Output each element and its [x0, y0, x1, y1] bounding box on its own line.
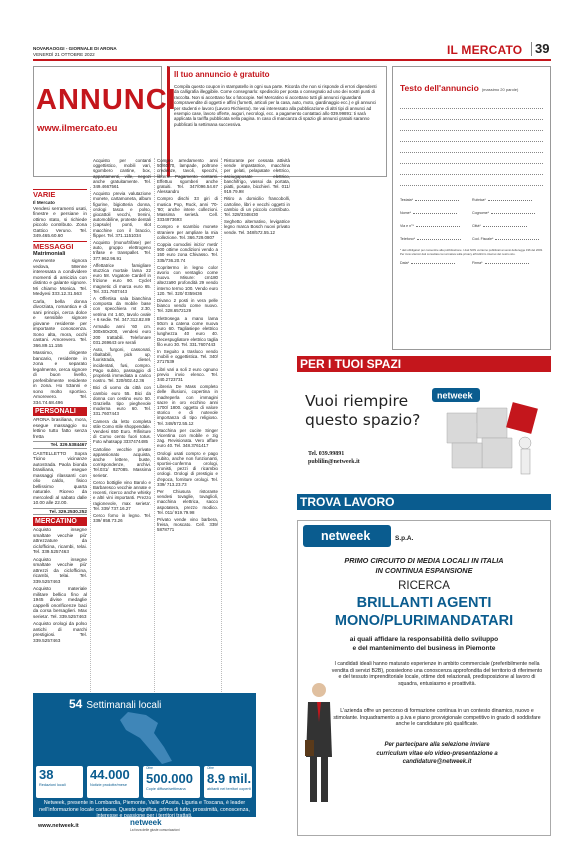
- tuoi-spazi-header: PER I TUOI SPAZI: [297, 356, 551, 372]
- subcategory-matrimoniali: Matrimoniali: [33, 250, 66, 257]
- listing: Privato vende vino barbera, freisa, moscato. Cell. 339/ 5878771: [157, 517, 218, 533]
- tuoi-spazi-headline: [305, 392, 420, 430]
- company-suffix: S.p.A.: [395, 535, 414, 542]
- listing: Coppia comodini inizio' metà' 900 ottime condizioni vendo a 150 euro zona Chivasso. Tel. 335/736.20.74: [157, 242, 218, 263]
- listing: Cartoline vecchie private appassionato acquista, anche lettere, buste, corrispondenze, archivi. Tel.031/ 927085. Massima serieta'.: [93, 446, 151, 478]
- field-data[interactable]: [400, 261, 455, 265]
- listing: Bici di uomo da città con cambio euro 55. Bici da donna con cestino euro 50. Graziella tipo pieghevole moderna euro 60. Tel. 331.7607443: [93, 385, 151, 417]
- coupon-title: [400, 83, 518, 93]
- field-label: Nome*: [400, 211, 411, 215]
- listing: Ritiro a domicilio francobolli, cartoline, libri e vecchi oggetti in cambio di un piccolo contributo. Tel. 328/3348430: [224, 196, 290, 218]
- stat-redazioni: [36, 766, 83, 798]
- listing: CASTELLETTO Sopra Ticino vicinanze autostrada. Paola bionda brasiliana, esegue massaggi rilassanti con olio caldo, fisico bellissimo quarta naturale. Ricevo da mercoledì al sabato dalle 10.00 alle 22.00.: [33, 450, 87, 505]
- coupon-line[interactable]: [400, 98, 543, 109]
- italy-map-icon: [33, 708, 256, 768]
- ad-ricerca: RICERCA: [398, 580, 450, 592]
- ad-headline-2: IN CONTINUA ESPANSIONE: [375, 566, 473, 575]
- field-telefono[interactable]: [400, 237, 461, 241]
- listing: Cerco bottiglie vino Barolo e Barbaresco vecchie annate e recenti, ricerco anche whisky e altri vini importanti. Prezzo ragionevole, max serieta'. Tel. 339/ 737.16.27: [93, 479, 151, 511]
- column-3: [157, 158, 218, 535]
- listing: Acquisto per contanti oggettistico, mobili vari, sgombero cantine, box, appartamenti, ville, negozi anche gratuitamente. Tel. 349.4667561: [93, 158, 151, 190]
- listing: Libri vari a soli 2 euro ognuno previo invio elenco. Tel. 340.2723731: [157, 366, 218, 382]
- listing: Avvenente signora vedova, 58enne interessata a condividere momenti di amicizia con distinto e galante signore. Mi chiamo Monica. Tel. Medyesi 333.12.31.563: [33, 258, 87, 296]
- listing-text: Vendesi serramenti usati, finestre e persiane in ottimo stato, si richiede piccolo contributo. Zona Gattico Veruno. Tel. 349.465.60.60: [33, 205, 87, 238]
- tuoi-spazi-contacts: [308, 451, 360, 466]
- issue-date: VENERDÌ 21 OTTOBRE 2022: [33, 51, 95, 57]
- listing-phone: Tel. 329.2530.252: [33, 508, 87, 516]
- listing: Camera da letto completa stile Como stile shoppendale. Vendesi 650 Euro. Rifiniture di Como cento fuori totus. Foto whatsapp 3337474485: [93, 418, 151, 445]
- field-label: Cod. Fiscale*: [472, 237, 494, 241]
- stat-copie: [143, 766, 200, 798]
- column-divider: [90, 187, 91, 692]
- trova-lavoro-header: TROVA LAVORO: [297, 494, 551, 510]
- newspaper-name: NOVARAOGGI - GIORNALE DI ARONA: [33, 46, 117, 51]
- field-rubrica[interactable]: [472, 198, 532, 202]
- listing: Acquisto insegne smaltate vecchie più' attrezzature da ciclofficina, ricambi, telai. Tel. 339.5257463: [33, 527, 87, 554]
- coupon-note: * dati obbligatori per consentire alla pubblicazione. I dati NON verranno pubblicati ai sensi della legge 196 del 2003. Per invio ulteriori dati consultare la normativa sulla privacy all'indirizzo internet del nostro sito.: [400, 248, 543, 256]
- coupon-line[interactable]: [400, 131, 543, 142]
- field-label: Cognome*: [472, 211, 489, 215]
- column-1: [33, 187, 87, 645]
- svg-text:netweek: netweek: [437, 390, 473, 401]
- coupon-hint: (massimo 20 parole): [481, 87, 519, 92]
- listing: Divano 2 posti in vera pelle bianco vendo come nuovo. Tel. 328.6572129: [157, 298, 218, 314]
- field-label: Testata*: [400, 198, 413, 202]
- listing: Auto, furgoni, cassonati, ribaltabili, pick up, fuoristrada, diesel, incidentati, fusi, compro. Pago subito, passaggio di proprietà immediata a carico nostro. Tel. 320/602.42.36: [93, 346, 151, 384]
- stat-notizie: [87, 766, 139, 798]
- listing: Acquisto orologi da polso antichi di marchi prestigiosi. Tel. 339.5257463: [33, 621, 87, 643]
- ad-paragraph-1: I candidati ideali hanno maturato esperienze in ambito commerciale (preferibilmente nella vendita di servizi B2B), possiedono una conoscenza approfondita del territorio di riferimento e del tessuto imprenditoriale locale, ottime doti relazionali, predisposizione al lavoro di squadra, entusiasmo e proattività.: [331, 661, 543, 687]
- stat-value: 44.000: [90, 767, 130, 782]
- section-title: IL MERCATO: [447, 43, 523, 57]
- field-label: Città*: [472, 224, 481, 228]
- listing: Armadio anni '60 cm. 300x60x200, vendesi euro 200 trattabili. Telefonare 031.269643 ore serali: [93, 324, 151, 345]
- field-label: Data*: [400, 261, 409, 265]
- listing: Compro arredamento anni 50/60/70, lampade, poltrone credenze, tavoli, specchi, librerie. Pagamento contanti. Effettuo sgomberi anche gratuiti. Tel. 347/096.54.67 Alessandro: [157, 158, 218, 195]
- column-divider: [221, 158, 222, 692]
- listing: Acquisto previa valutazione monete, cartamoneta, album figurine, bigiotteria donna, orologi tasca e polso, giocattoli vecchi, trenini, automobiline, proteste dentali (capsule) ponti, slot macchine con il braccio, flipper. Tel. 371.1151034: [93, 191, 151, 238]
- listing: Massimo, dirigente bancario, residente in zona e separato legalmente, cerca signore di buon livello, preferibilmente residente in zona. Ho 53anni e sono molto sportivo. Amorevero. Tel. 334.74.68.496: [33, 350, 87, 405]
- listing: Seghetto alternativo, levigatrice legno marca Bosch nuovi privato vende. Tel. 348/572.55.12: [224, 219, 290, 235]
- field-via[interactable]: [400, 224, 460, 228]
- listing: Compro dischi 33 giri di musica Pop, Rock, anni '70-'80; anche intere collezioni. Massima serietà. Cell. 3334973693: [157, 196, 218, 223]
- coupon-line[interactable]: [400, 142, 543, 153]
- header-rule: [33, 59, 551, 61]
- column-4: [224, 158, 290, 237]
- settimanali-body: Netweek, presente in Lombardia, Piemonte, Valle d'Aosta, Liguria e Toscana, è leader nell'informazione locale cartacea. Questo significa, prima di tutto, prossimità, conoscenza,: [39, 800, 250, 813]
- listing: Macchina per cucire Singer Vicentina con mobile e zig zag. Revisionata. Vero affare euro 40. Tel. 348.3761417: [157, 427, 218, 449]
- field-label: Rubrica*: [472, 198, 486, 202]
- page-header: [33, 46, 117, 57]
- stat-label: Copie diffuse/settimana: [146, 787, 186, 791]
- ad-paragraph-2: L'azienda offre un percorso di formazione continua in un contesto dinamico, nuovo e stimolante. Inquadramento a p.iva e piano provvigionale competitivo in grado di soddisfare anche le candidature più qualificate.: [333, 708, 541, 728]
- settimanali-number: 54: [69, 697, 83, 711]
- netweek-site-link[interactable]: www.netweek.it: [38, 823, 79, 829]
- settimanali-label: Settimanali locali: [86, 700, 162, 711]
- gratuito-title: Il tuo annuncio è gratuito: [174, 70, 270, 79]
- listing-lead: Il Mercato: [33, 200, 55, 205]
- stat-abitanti: [204, 766, 252, 798]
- contact-email[interactable]: publilin@netweek.it: [308, 458, 360, 465]
- cta-line-2: curriculum vitae e/o video-presentazione a: [376, 750, 498, 757]
- category-mercatino: MERCATINO: [33, 517, 87, 526]
- coupon-line[interactable]: [400, 120, 543, 131]
- netweek-logo: netweek: [303, 525, 391, 547]
- cta-line-1: Per partecipare alla selezione inviare: [384, 742, 490, 748]
- ad-role-1: BRILLANTI AGENTI: [356, 595, 492, 611]
- listing: Acquisto materiale militare bellico fino al 1945 divise medaglie cappelli onorificenze baci da corsa bersaglieri. Max serieta'. Tel. 339.5257463: [33, 586, 87, 619]
- coupon-line[interactable]: [400, 175, 543, 186]
- field-label: Via e n°*: [400, 224, 414, 228]
- listing: ARONA brasiliana, mora, esegue massaggio su lettino tutto fatto senza fretta: [33, 417, 87, 439]
- businessman-icon: [304, 680, 334, 810]
- column-2: [93, 158, 151, 525]
- stat-label: Notizie prodotte/mese: [90, 783, 127, 787]
- ad-role-2: MONO/PLURIMANDATARI: [334, 613, 514, 629]
- listing: Libreria De Mass completo delle illusioni, copertina in madreperla con immagini sacre in oro ecchino anni 1700/ 1800. oggetto di valore storico e di notevole importanza di tipo religioso. Tel. 348/572.55.12: [157, 384, 218, 426]
- cta-email[interactable]: candidature@netweek.it: [402, 759, 472, 765]
- category-varie: VARIE: [33, 189, 87, 199]
- stat-label: Redazioni locali: [39, 783, 66, 787]
- listing: Acquisto insegne smaltate vecchie più' attrezzi da ciclofficina, ricambi, telai. Tel. 339.5257463: [33, 556, 87, 584]
- listing: Elettrosega a mano lama 50cm a catena come nuova euro 60. Tagliasiepe elettrico lunghezza 40 euro 40. Decespugliatore elettrico taglia filo euro 30. Tel. 331.7607443: [157, 315, 218, 347]
- stat-prefix: Oltre: [146, 766, 153, 770]
- field-label: Telefono*: [400, 237, 415, 241]
- listing: Per Chiusura ristorante vendesi tovaglie, tovaglioli, macchina elettrica, sacco aspotatera, prezzo modico. Tel. 011/ 919.79.98: [157, 488, 218, 515]
- annunci-site: www.ilmercato.eu: [37, 123, 118, 134]
- stat-value: 8.9 mil.: [207, 771, 252, 786]
- listing: [33, 200, 87, 239]
- listing: In Seguito a trasloco vendo mobili e oggettistica. Tel. 340/ 2717539: [157, 348, 218, 365]
- ad-aim-2: e del mantenimento del business in Piemonte: [352, 645, 496, 652]
- coupon-text-lines[interactable]: [400, 98, 543, 186]
- contact-phone: Tel. 039.99891: [308, 451, 345, 457]
- page-number: 39: [531, 42, 549, 56]
- ad-headline-1: PRIMO CIRCUITO DI MEDIA LOCALI IN ITALIA: [344, 556, 504, 565]
- ad-cta: [330, 741, 544, 767]
- coupon-title-text: Testo dell'annuncio: [400, 83, 479, 93]
- stat-value: 500.000: [146, 771, 193, 786]
- listing: A Offertisa sala bianchina composta da mobile base con specchiera mt 2.30, vetrina mt 1.60, tavolo ovale + 6 sedie. Tel. 347.312.82.89: [93, 296, 151, 322]
- headline-line-1: Vuoi riempire: [305, 392, 409, 410]
- coupon-line[interactable]: [400, 109, 543, 120]
- field-nome[interactable]: [400, 211, 457, 215]
- footer-tagline: La forza delle giuste comunicazioni: [130, 828, 180, 832]
- stat-value: 38: [39, 767, 54, 782]
- column-divider: [154, 158, 155, 692]
- listing-phone: Tel. 329.5384467: [33, 441, 87, 449]
- annunci-title: ANNUNCI: [36, 84, 177, 116]
- listing: Acquisto (mono/trifase) per auto, gruppo elettrogeno trifase e transpallet. Tel. 377.962.96.91: [93, 240, 151, 261]
- field-cognome[interactable]: [472, 211, 535, 215]
- coupon-line[interactable]: [400, 153, 543, 164]
- field-codfiscale[interactable]: [472, 237, 539, 241]
- field-firma[interactable]: [472, 261, 529, 265]
- field-testata[interactable]: [400, 198, 459, 202]
- stat-label: abitanti nei territori coperti: [207, 787, 251, 791]
- listing: Compro e scambio monete straniere per ampliare la mia collezione. Tel. 366.729.0807: [157, 224, 218, 240]
- listing: Ristorante per cessata attività vende impastatrice, macchina per gelati, pelapatate elettrico, asciugaposate elettrico, banchifrigo, vassoi da portata, piatti, posate, bicchieri. Tel. 011/ 919.79.98: [224, 158, 290, 195]
- coupon-line[interactable]: [400, 164, 543, 175]
- ad-aim-1: ai quali affidare la responsabilità dello sviluppo: [349, 636, 499, 643]
- listing: Affettatrice famigliare stuzzica mortale lama 22 euro 58. Vogatore Cardell in frizione euro 90. Cyclet magnetic di marca euro 65. Tel. 331.7607443: [93, 262, 151, 294]
- listing: Orologi usati compro e pago subito, anche non funzionanti, sportivi-conferma orologi, cronisti, pezzi di ricambio orologi. Orologi di prestigio e d'epoca, forniture orologi. Tel. 339/ 713.23.73: [157, 450, 218, 487]
- listing: Cerco forno in legno. Tel. 339/ 858.73.26: [93, 513, 151, 524]
- category-messaggi: MESSAGGI: [33, 241, 87, 251]
- field-label: Firma*: [472, 261, 483, 265]
- field-citta[interactable]: [472, 224, 527, 228]
- listing: Copritermo in legno color avorio con ventaglio come nuovo. Misure: cm180 altezza90 profondità 29 vendo interno termo 100. Vendo euro 120. Tel. 320/ 0359436: [157, 264, 218, 296]
- headline-line-2: questo spazio?: [305, 411, 421, 429]
- category-personali: PERSONALI: [33, 407, 87, 416]
- footer-netweek-logo: netweek: [130, 818, 162, 827]
- listing: Carla, bella donna divorziata, romantica e di sani principi, cerca dolce e sensibile signore giovane residente per importante conoscenza. Sono alta, mora, occhi castani. Amorevero. Tel. 366.89.11.155: [33, 298, 87, 348]
- stat-prefix: Oltre: [207, 766, 214, 770]
- gratuito-body: Compila questo coupon in stampatello in ogni sua parte. Ricorda che non si risponde di errori dipendenti da calligrafia illeggibile. Come consegnarlo: spediscilo per posta o consegnalo ad uno dei nostri punti di raccolta. Non si accettano fax o fotocopie. Nel Mercatino si accettano tutti gli annunci riguardanti compravendite di oggetti e affini (furnetti, articoli per la casa, auto, moto, giardinaggio ecc.) e gli annunci per studenti e lavoro (Lavoro Richiesto). Se vai interessato alla pubblicazione di altri tipi di annunci ad esempio case, lavoro offerte, auguri, necrologi, ecc. a pagamento contattaci allo 039.99891: ti sarà applicata la tariffa pubblicata nella pagina. In caso di mancanza di spazio gli annunci gratuiti saranno pubblicati la settimana successiva.: [174, 84, 377, 127]
